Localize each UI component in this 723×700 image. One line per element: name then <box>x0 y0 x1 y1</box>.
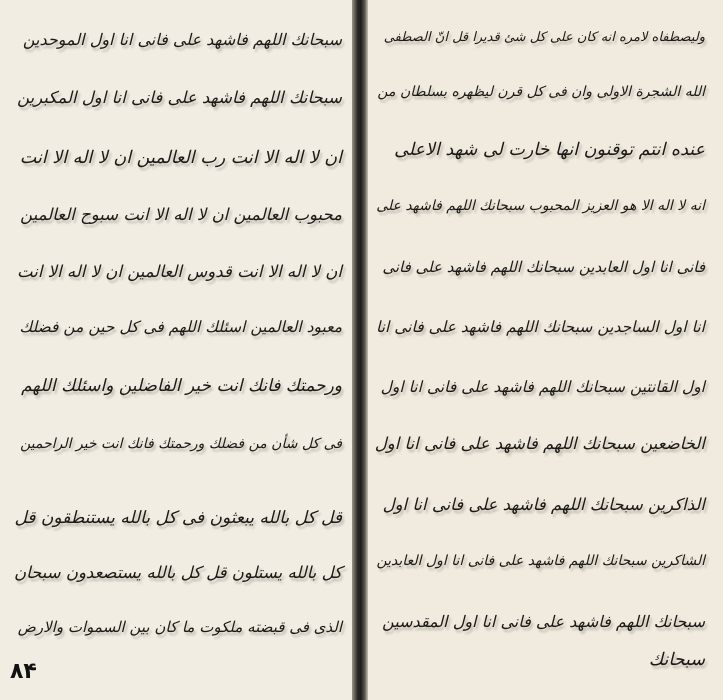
left-line-8: فى كل شأن من فضلك ورحمتك فانك انت خير الراحمين <box>20 436 342 452</box>
left-line-7: ورحمتك فانك انت خير الفاضلين واسئلك اللهم <box>21 376 342 396</box>
left-line-3: ان لا اله الا انت رب العالمين ان لا اله الا انت <box>19 148 342 168</box>
right-line-9: الذاكرين سبحانك اللهم فاشهد على فانى انا اول <box>382 495 705 514</box>
right-line-4: انه لا اله الا هو العزيز المحبوب سبحانك اللهم فاشهد على <box>376 198 705 214</box>
right-line-3: عنده انتم توقنون انها خارت لى شهد الاعلى <box>394 140 705 160</box>
left-line-9: قل كل بالله يبعثون فى كل بالله يستنطقون قل <box>14 508 342 528</box>
right-page <box>368 0 723 700</box>
left-line-10: كل بالله يستلون قل كل بالله يستصعدون سبحان <box>13 563 342 582</box>
left-line-1: سبحانك اللهم فاشهد على فانى انا اول الموحدين <box>22 30 342 49</box>
book-gutter <box>352 0 368 700</box>
right-line-8: الخاضعين سبحانك اللهم فاشهد على فانى انا اول <box>374 434 705 453</box>
left-page <box>0 0 352 700</box>
left-line-4: محبوب العالمين ان لا اله الا انت سبوح العالمين <box>20 205 342 224</box>
left-line-2: سبحانك اللهم فاشهد على فانى انا اول المكبرين <box>17 88 342 107</box>
right-line-1: وليصطفاه لامره انه كان على كل شئ قديرا قل انّ الصطفى <box>383 30 705 45</box>
right-line-2: الله الشجرة الاولى وان فى كل قرن ليظهره بسلطان من <box>377 84 705 100</box>
right-line-10: الشاكرين سبحانك اللهم فاشهد على فانى انا اول العابدين <box>376 553 705 569</box>
right-line-5: فانى انا اول العابدين سبحانك اللهم فاشهد على فانى <box>382 258 705 276</box>
left-line-11: الذى فى قبضته ملكوت ما كان بين السموات والارض <box>17 618 342 636</box>
right-line-7: اول القانتين سبحانك اللهم فاشهد على فانى انا اول <box>380 378 705 396</box>
page-number: ۸۴ <box>10 659 37 684</box>
right-line-11: سبحانك اللهم فاشهد على فانى انا اول المقدسين <box>382 612 705 631</box>
right-line-6: انا اول الساجدين سبحانك اللهم فاشهد على فانى انا <box>375 318 705 336</box>
right-line-12: سبحانك <box>648 650 705 670</box>
left-line-6: معبود العالمين اسئلك اللهم فى كل حين من فضلك <box>19 318 342 336</box>
left-line-5: ان لا اله الا انت قدوس العالمين ان لا اله الا انت <box>17 262 342 281</box>
